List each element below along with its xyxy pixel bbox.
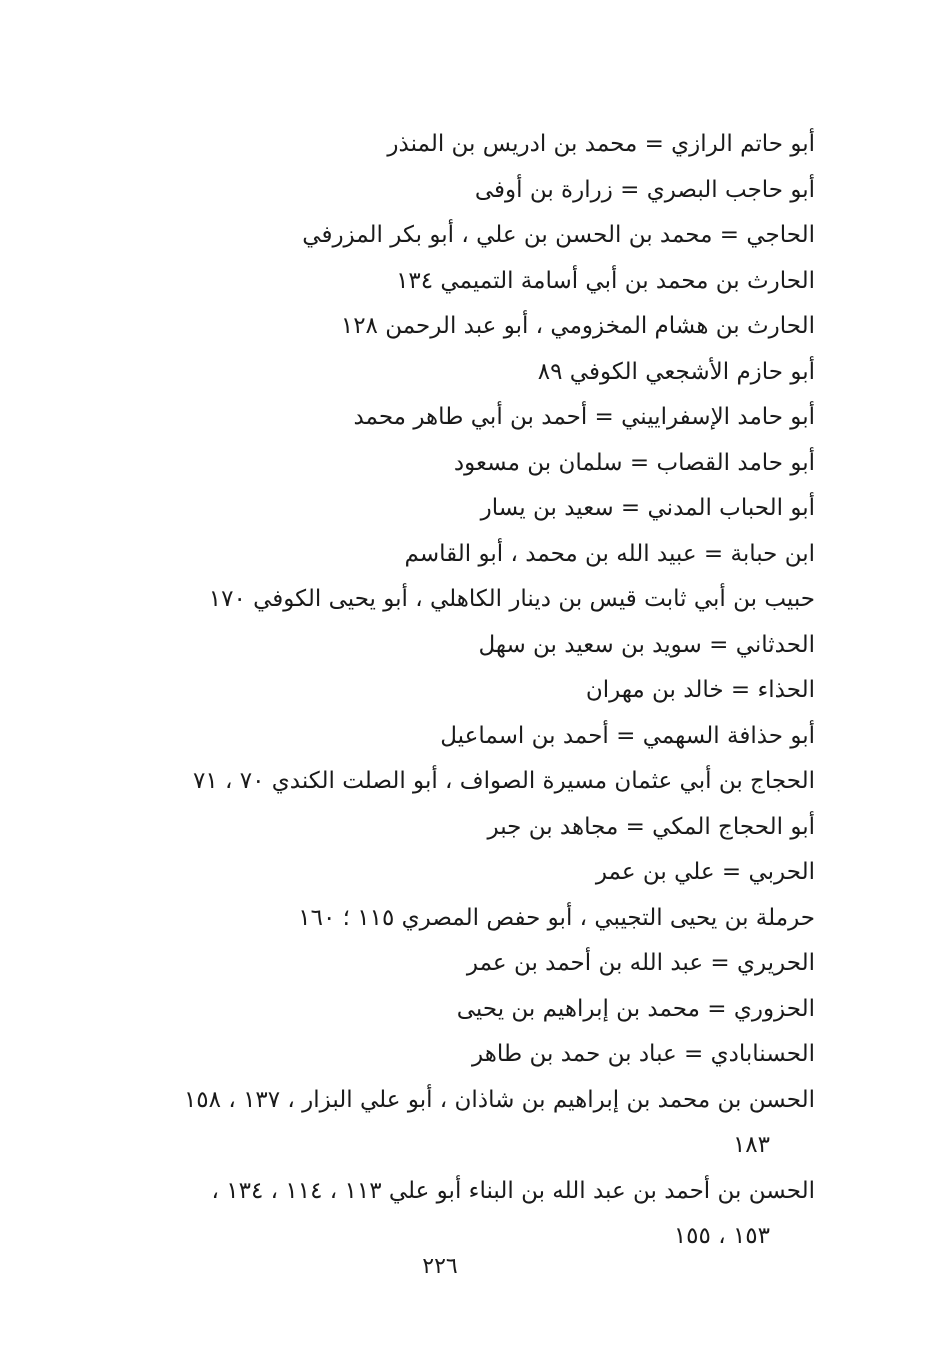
index-entry: حبيب بن أبي ثابت قيس بن دينار الكاهلي ، أبو يحيى الكوفي ١٧٠ [208,586,815,612]
index-entry-continuation: ١٨٣ [732,1132,770,1158]
index-entry-text: الحسن بن أحمد بن عبد الله بن البناء أبو علي ١١٣ ، ١١٤ ، ١٣٤ ، [211,1177,815,1204]
index-entry: الحربي = علي بن عمر [595,859,815,885]
index-entry: الحارث بن هشام المخزومي ، أبو عبد الرحمن ١٢٨ [340,313,815,339]
index-entries [60,122,815,1260]
index-entry: حرملة بن يحيى التجيبي ، أبو حفص المصري ١١٥ ؛ ١٦٠ [298,904,815,931]
index-entry: أبو الحباب المدني = سعيد بن يسار [480,495,815,521]
index-entry: ابن حبابة = عبيد الله بن محمد ، أبو القاسم [404,540,815,567]
index-entry: الحدثاني = سويد بن سعيد بن سهل [478,631,815,658]
index-entry: الحجاج بن أبي عثمان مسيرة الصواف ، أبو الصلت الكندي ٧٠ ، ٧١ [192,768,815,794]
index-entry: أبو حاجب البصري = زرارة بن أوفى [474,176,815,203]
index-entry: أبو حذافة السهمي = أحمد بن اسماعيل [440,722,815,749]
index-entry: الحارث بن محمد بن أبي أسامة التميمي ١٣٤ [396,267,815,294]
index-entry: أبو حامد الإسفراييني = أحمد بن أبي طاهر محمد [353,404,815,430]
index-entry: الحريري = عبد الله بن أحمد بن عمر [466,950,815,976]
index-entry: الحزوري = محمد بن إبراهيم بن يحيى [456,995,815,1022]
index-entry: أبو حامد القصاب = سلمان بن مسعود [453,449,815,476]
index-entry [60,1169,815,1260]
index-entry: أبو حاتم الرازي = محمد بن ادريس بن المنذر [387,131,815,157]
index-entry-continuation: ١٥٣ ، ١٥٥ [673,1223,770,1249]
index-entry-text: الحسن بن محمد بن إبراهيم بن شاذان ، أبو علي البزار ، ١٣٧ ، ١٥٨ [183,1086,815,1113]
index-entry: الحسنابادي = عباد بن حمد بن طاهر [472,1041,815,1067]
index-entry: أبو الحجاج المكي = مجاهد بن جبر [487,813,815,840]
page-number: ٢٢٦ [422,1254,458,1279]
index-entry [60,1078,815,1169]
index-entry: الحذاء = خالد بن مهران [585,677,815,703]
index-entry: الحاجي = محمد بن الحسن بن علي ، أبو بكر المزرفي [302,222,815,248]
index-entry: أبو حازم الأشجعي الكوفي ٨٩ [537,358,815,385]
